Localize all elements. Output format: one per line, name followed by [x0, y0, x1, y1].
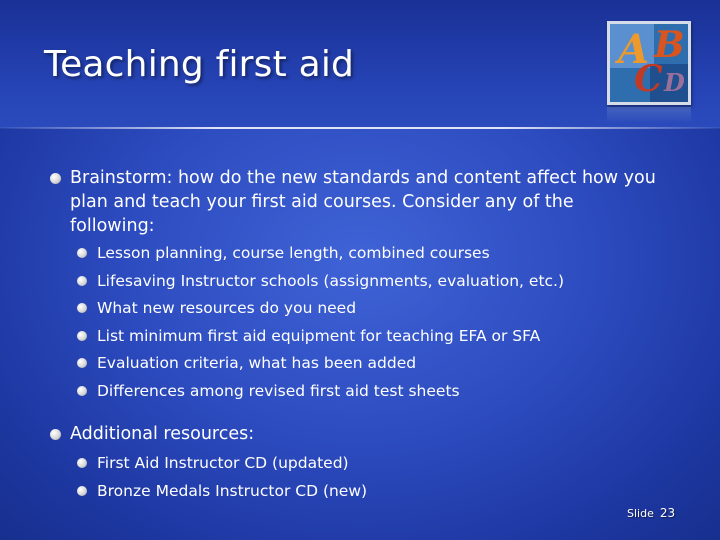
sub-item-equipment: List minimum first aid equipment for teaching EFA or SFA [97, 327, 541, 345]
bullet-brainstorm: Brainstorm: how do the new standards and content affect how you plan and teach your first aid courses. Consider any of the following: [70, 168, 656, 236]
sub-item-bronze-medals-cd: Bronze Medals Instructor CD (new) [97, 482, 368, 500]
bullet-icon [50, 173, 61, 184]
sub-bullet-icon [77, 276, 87, 286]
logo-letter-d: D [664, 68, 685, 97]
bullet-additional-resources: Additional resources: [70, 424, 255, 444]
sub-bullet-icon [77, 358, 87, 368]
sub-bullet-icon [77, 458, 87, 468]
sub-item-test-sheets: Differences among revised first aid test sheets [97, 382, 460, 400]
sub-bullet-icon [77, 486, 87, 496]
sub-bullet-icon [77, 303, 87, 313]
sub-item-first-aid-cd: First Aid Instructor CD (updated) [97, 454, 349, 472]
sub-item-lifesaving-schools: Lifesaving Instructor schools (assignments, evaluation, etc.) [97, 272, 565, 290]
abcd-logo [607, 21, 691, 105]
logo-reflection [607, 107, 691, 123]
sub-bullet-icon [77, 248, 87, 258]
sub-item-lesson-planning: Lesson planning, course length, combined courses [97, 244, 490, 262]
logo-letter-b: B [654, 24, 685, 66]
sub-item-new-resources: What new resources do you need [97, 299, 357, 317]
sub-item-evaluation-criteria: Evaluation criteria, what has been added [97, 354, 417, 372]
slide-number-label: Slide [627, 507, 654, 520]
sub-bullet-icon [77, 386, 87, 396]
sub-bullet-icon [77, 331, 87, 341]
bullet-icon [50, 429, 61, 440]
slide-number-value: 23 [659, 506, 676, 520]
slide-number [627, 506, 675, 520]
logo-letter-c: C [634, 58, 663, 100]
slide-title: Teaching first aid [44, 44, 355, 85]
title-divider [0, 127, 720, 129]
logo-letter-a: A [618, 26, 650, 73]
